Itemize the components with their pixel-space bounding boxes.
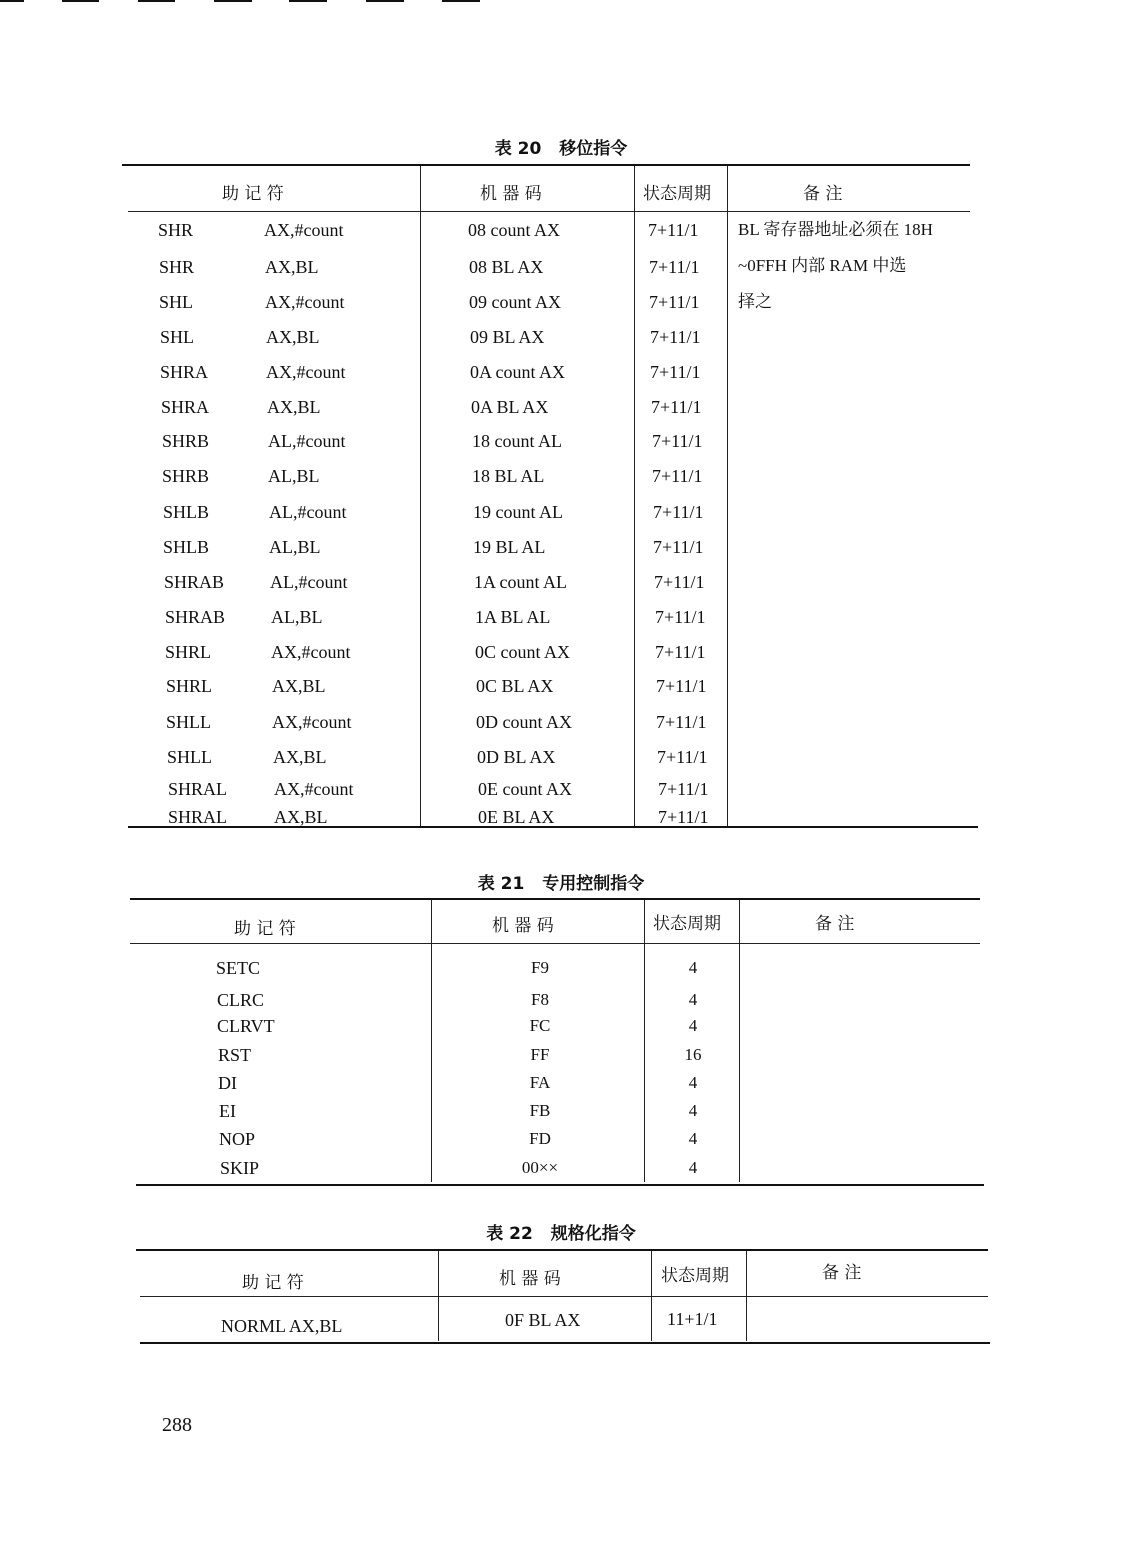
table20-operands: AX,BL bbox=[266, 327, 320, 347]
top-rule-dash bbox=[214, 0, 252, 2]
table22-col-divider bbox=[651, 1251, 652, 1341]
table21-title: 专用控制指令 bbox=[542, 874, 645, 894]
table20-operands: AL,#count bbox=[268, 431, 346, 451]
table22-caption bbox=[0, 1219, 1122, 1244]
table21-number: 表 21 bbox=[477, 874, 525, 894]
table20-machine-code: 08 BL AX bbox=[469, 257, 544, 277]
table22-mnemonic: NORML AX,BL bbox=[221, 1316, 343, 1336]
table20-operands: AX,#count bbox=[264, 220, 344, 240]
table20-cycles: 7+11/1 bbox=[655, 607, 706, 627]
table21-mnemonic: NOP bbox=[219, 1129, 256, 1149]
table21-machine-code: FF bbox=[530, 1045, 550, 1064]
table22-number: 表 22 bbox=[486, 1224, 533, 1244]
table20-mnemonic: SHRB bbox=[162, 466, 210, 486]
table20-col-divider bbox=[634, 166, 635, 826]
table20-cycles: 7+11/1 bbox=[652, 466, 703, 486]
table20-operands: AX,BL bbox=[273, 747, 327, 767]
table20-operands: AL,BL bbox=[271, 607, 323, 627]
table21-machine-code: 00×× bbox=[521, 1158, 559, 1177]
page-number: 288 bbox=[162, 1414, 192, 1436]
table21-header-machine-code: 机 器 码 bbox=[492, 916, 554, 936]
table21-caption bbox=[0, 869, 1122, 894]
table20-mnemonic: SHLL bbox=[167, 747, 212, 767]
table20-mnemonic: SHL bbox=[159, 292, 194, 312]
table21-col-divider bbox=[739, 900, 740, 1182]
table20-cycles: 7+11/1 bbox=[649, 257, 700, 277]
table20-cycles: 7+11/1 bbox=[649, 292, 700, 312]
table21-col-divider bbox=[431, 900, 432, 1182]
table20-mnemonic: SHRAL bbox=[168, 807, 228, 827]
table22-cycles: 11+1/1 bbox=[667, 1309, 718, 1329]
table21-cycles: 4 bbox=[688, 1158, 698, 1177]
table20-machine-code: 0A BL AX bbox=[471, 397, 549, 417]
table21-machine-code: F9 bbox=[531, 958, 549, 977]
table20-cycles: 7+11/1 bbox=[650, 362, 701, 382]
table21-machine-code: FA bbox=[529, 1073, 551, 1092]
table20-remark-line: 择之 bbox=[738, 292, 772, 311]
table20-cycles: 7+11/1 bbox=[658, 779, 709, 799]
table20-machine-code: 18 count AL bbox=[472, 431, 562, 451]
table21-header-rule bbox=[130, 943, 980, 944]
table20-operands: AX,#count bbox=[266, 362, 346, 382]
table21-machine-code: FB bbox=[529, 1101, 551, 1120]
table20-mnemonic: SHLL bbox=[166, 712, 211, 732]
top-rule-dash bbox=[138, 0, 175, 2]
table20-machine-code: 1A count AL bbox=[474, 572, 567, 592]
table21-mnemonic: CLRVT bbox=[217, 1016, 275, 1036]
table20-mnemonic: SHLB bbox=[163, 537, 210, 557]
table20-machine-code: 09 BL AX bbox=[470, 327, 545, 347]
top-rule-dash bbox=[289, 0, 327, 2]
table22-col-divider bbox=[746, 1251, 747, 1341]
table20-mnemonic: SHRL bbox=[165, 642, 212, 662]
table20-operands: AX,#count bbox=[265, 292, 345, 312]
table20-col-divider bbox=[727, 166, 728, 826]
table20-operands: AX,BL bbox=[265, 257, 319, 277]
table20-remark-line: ~0FFH 内部 RAM 中选 bbox=[738, 256, 907, 275]
table21-header-cycles: 状态周期 bbox=[653, 914, 721, 934]
table20-mnemonic: SHRA bbox=[160, 362, 209, 382]
table21-top-rule bbox=[130, 898, 980, 900]
table20-machine-code: 0C count AX bbox=[475, 642, 571, 662]
table20-header-remark: 备 注 bbox=[803, 184, 843, 204]
table22-top-rule bbox=[136, 1249, 988, 1251]
table20-operands: AX,BL bbox=[272, 676, 326, 696]
table20-operands: AL,BL bbox=[269, 537, 321, 557]
table20-cycles: 7+11/1 bbox=[653, 537, 704, 557]
table20-cycles: 7+11/1 bbox=[652, 431, 703, 451]
top-rule-dash bbox=[442, 0, 480, 2]
table20-header-cycles: 状态周期 bbox=[643, 184, 711, 204]
table20-number: 表 20 bbox=[494, 139, 542, 159]
table20-mnemonic: SHL bbox=[160, 327, 195, 347]
table20-operands: AL,BL bbox=[268, 466, 320, 486]
table20-cycles: 7+11/1 bbox=[651, 397, 702, 417]
table20-header-machine-code: 机 器 码 bbox=[480, 184, 542, 204]
top-rule-dash bbox=[62, 0, 99, 2]
table20-mnemonic: SHRL bbox=[166, 676, 213, 696]
table20-cycles: 7+11/1 bbox=[656, 712, 707, 732]
table21-cycles: 4 bbox=[688, 1101, 698, 1120]
table21-header-remark: 备 注 bbox=[815, 914, 855, 934]
table20-machine-code: 19 count AL bbox=[473, 502, 563, 522]
table21-cycles: 4 bbox=[688, 1073, 698, 1092]
table20-machine-code: 0A count AX bbox=[470, 362, 566, 382]
table21-cycles: 4 bbox=[688, 958, 698, 977]
table22-header-cycles: 状态周期 bbox=[661, 1266, 729, 1286]
table22-title: 规格化指令 bbox=[550, 1224, 636, 1244]
table20-operands: AL,#count bbox=[269, 502, 347, 522]
table20-header-mnemonic: 助 记 符 bbox=[222, 184, 284, 204]
table21-mnemonic: SETC bbox=[216, 958, 261, 978]
table20-machine-code: 0C BL AX bbox=[476, 676, 554, 696]
table20-machine-code: 09 count AX bbox=[469, 292, 561, 312]
table20-operands: AL,#count bbox=[270, 572, 348, 592]
table20-title: 移位指令 bbox=[559, 139, 628, 159]
table20-cycles: 7+11/1 bbox=[656, 676, 707, 696]
table22-col-divider bbox=[438, 1251, 439, 1341]
table20-machine-code: 18 BL AL bbox=[472, 466, 545, 486]
table21-bottom-rule bbox=[136, 1184, 984, 1186]
table20-mnemonic: SHRA bbox=[161, 397, 210, 417]
table22-header-remark: 备 注 bbox=[822, 1263, 862, 1283]
table20-mnemonic: SHRAB bbox=[165, 607, 226, 627]
table20-top-rule bbox=[122, 164, 970, 166]
table21-header-mnemonic: 助 记 符 bbox=[234, 919, 296, 939]
table20-cycles: 7+11/1 bbox=[650, 327, 701, 347]
table21-mnemonic: EI bbox=[219, 1101, 236, 1121]
table21-mnemonic: RST bbox=[218, 1045, 252, 1065]
table22-header-mnemonic: 助 记 符 bbox=[242, 1273, 304, 1293]
table20-machine-code: 0D BL AX bbox=[477, 747, 556, 767]
table20-operands: AX,#count bbox=[274, 779, 354, 799]
table21-mnemonic: SKIP bbox=[220, 1158, 260, 1178]
table20-remark-line: BL 寄存器地址必须在 18H bbox=[738, 220, 933, 239]
table21-machine-code: F8 bbox=[531, 990, 549, 1009]
table20-machine-code: 1A BL AL bbox=[475, 607, 551, 627]
table21-cycles: 4 bbox=[688, 1129, 698, 1148]
table20-header-rule bbox=[128, 211, 970, 212]
table21-cycles: 4 bbox=[688, 990, 698, 1009]
table20-machine-code: 19 BL AL bbox=[473, 537, 546, 557]
table20-mnemonic: SHR bbox=[159, 257, 195, 277]
table21-col-divider bbox=[644, 900, 645, 1182]
table22-header-rule bbox=[140, 1296, 988, 1297]
table20-operands: AX,BL bbox=[267, 397, 321, 417]
table20-machine-code: 0E count AX bbox=[478, 779, 572, 799]
table20-machine-code: 08 count AX bbox=[468, 220, 560, 240]
table20-machine-code: 0D count AX bbox=[476, 712, 572, 732]
table21-machine-code: FC bbox=[529, 1016, 551, 1035]
table21-mnemonic: CLRC bbox=[217, 990, 265, 1010]
table20-cycles: 7+11/1 bbox=[654, 572, 705, 592]
table20-operands: AX,#count bbox=[272, 712, 352, 732]
table20-cycles: 7+11/1 bbox=[653, 502, 704, 522]
table20-mnemonic: SHRAB bbox=[164, 572, 225, 592]
table20-col-divider bbox=[420, 166, 421, 826]
table20-machine-code: 0E BL AX bbox=[478, 807, 555, 827]
table20-mnemonic: SHRAL bbox=[168, 779, 228, 799]
table21-machine-code: FD bbox=[529, 1129, 551, 1148]
table20-mnemonic: SHLB bbox=[163, 502, 210, 522]
table22-machine-code: 0F BL AX bbox=[505, 1310, 581, 1330]
table20-cycles: 7+11/1 bbox=[658, 807, 709, 827]
top-rule-dash bbox=[0, 0, 24, 2]
table21-cycles: 16 bbox=[684, 1045, 702, 1064]
table20-operands: AX,BL bbox=[274, 807, 328, 827]
table20-mnemonic: SHRB bbox=[162, 431, 210, 451]
table22-bottom-rule bbox=[140, 1342, 990, 1344]
table20-operands: AX,#count bbox=[271, 642, 351, 662]
table20-cycles: 7+11/1 bbox=[655, 642, 706, 662]
table20-cycles: 7+11/1 bbox=[648, 220, 699, 240]
table21-cycles: 4 bbox=[688, 1016, 698, 1035]
table20-cycles: 7+11/1 bbox=[657, 747, 708, 767]
table20-mnemonic: SHR bbox=[158, 220, 194, 240]
table22-header-machine-code: 机 器 码 bbox=[499, 1269, 561, 1289]
table21-mnemonic: DI bbox=[218, 1073, 237, 1093]
table20-caption bbox=[0, 134, 1122, 159]
top-rule-dash bbox=[366, 0, 404, 2]
